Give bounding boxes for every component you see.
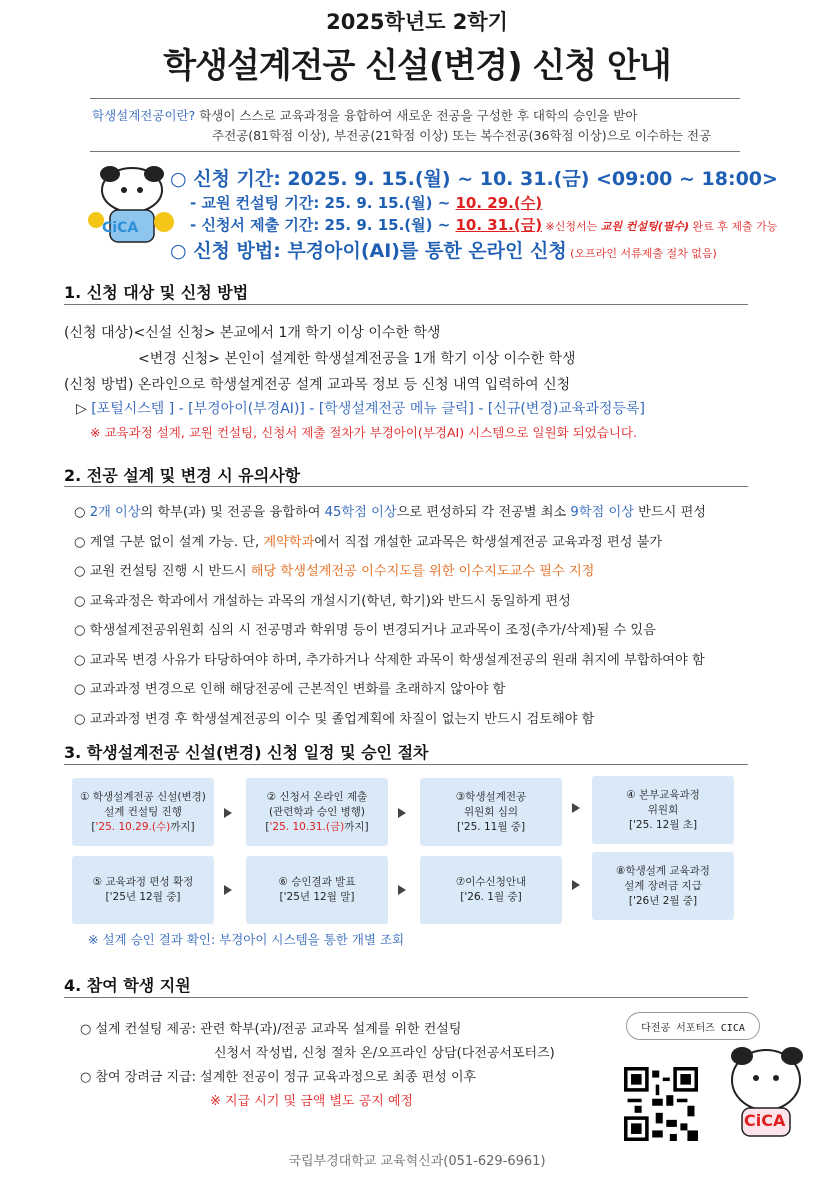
page-subtitle: 2025학년도 2학기 [326,10,508,34]
support-consulting: ○ 설계 컨설팅 제공: 관련 학부(과)/전공 교과목 설계를 위한 컨설팅 [80,1022,462,1037]
mascot-text: CiCA [102,220,139,236]
section1-body [64,322,784,444]
definition-line1: 학생이 스스로 교육과정을 융합하여 새로운 전공을 구성한 후 대학의 승인을 받아 [195,108,638,123]
mascot-text: CiCA [744,1111,786,1130]
consult-period: - 교원 컨설팅 기간: 25. 9. 15.(월) ~ 10. 29.(수) [190,194,543,212]
period-main: ○ 신청 기간: 2025. 9. 15.(월) ~ 10. 31.(금) <09:00 ~ 18:00> [170,168,778,190]
arrow-right-icon [224,885,232,895]
step-4: ④ 본부교육과정 위원회 ['25. 12월 초] [592,776,734,844]
divider [90,98,740,99]
list-item: ○ 교과과정 변경 후 학생설계전공의 이수 및 졸업계획에 차질이 없는지 반드시 검토해야 함 [74,711,595,727]
list-item: ○ 교육과정은 학과에서 개설하는 과목의 개설시기(학년, 학기)와 반드시 동일하게 편성 [74,593,571,609]
divider [64,997,748,998]
list-item: ○ 계열 구분 없이 설계 가능. 단, 계약학과에서 직접 개설한 교과목은 학생설계전공 교육과정 편성 불가 [74,534,663,550]
step-6: ⑥ 승인결과 발표 ['25년 12월 말] [246,856,388,924]
definition-label: 학생설계전공이란? [92,108,196,123]
section2-list [74,498,794,734]
step-1: ① 학생설계전공 신설(변경) 설계 컨설팅 진행 ['25. 10.29.(수)까지] [72,778,214,846]
divider [64,304,748,305]
list-item: ○ 2개 이상의 학부(과) 및 전공을 융합하여 45학점 이상으로 편성하되 각 전공별 최소 9학점 이상 반드시 편성 [74,505,707,520]
section1-note: ※ 교육과정 설계, 교원 컨설팅, 신청서 제출 절차가 부경아이(부경AI) 시스템으로 일원화 되었습니다. [90,425,637,440]
section1-title: 1. 신청 대상 및 신청 방법 [64,283,249,302]
section2-title: 2. 전공 설계 및 변경 시 유의사항 [64,466,301,485]
page-title: 학생설계전공 신설(변경) 신청 안내 [163,46,671,86]
definition-line2: 주전공(81학점 이상), 부전공(21학점 이상) 또는 복수전공(36학점 이상)으로 이수하는 전공 [212,128,712,143]
system-path: ▷ [포털시스템 ] - [부경아이(부경AI)] - [학생설계전공 메뉴 클릭] - [신규(변경)교육과정등록] [76,401,645,417]
arrow-right-icon [398,885,406,895]
supporters-bubble: 다전공 서포터즈 CICA [626,1012,760,1040]
target-change: <변경 신청> 본인이 설계한 학생설계전공을 1개 학기 이상 이수한 학생 [138,351,576,367]
application-method: ○ 신청 방법: 부경아이(AI)를 통한 온라인 신청 (오프라인 서류제출 절차 없음) [170,240,717,262]
section4-title: 4. 참여 학생 지원 [64,976,191,995]
method-line: (신청 방법) 온라인으로 학생설계전공 설계 교과목 정보 등 신청 내역 입력하여 신청 [64,377,571,393]
list-item: ○ 교원 컨설팅 진행 시 반드시 해당 학생설계전공 이수지도를 위한 이수지도교수 필수 지정 [74,564,595,579]
support-grant: ○ 참여 장려금 지급: 설계한 전공이 정규 교육과정으로 최종 편성 이후 [80,1070,477,1085]
support-grant-note: ※ 지급 시기 및 금액 별도 공지 예정 [210,1094,414,1109]
submit-period: - 신청서 제출 기간: 25. 9. 15.(월) ~ 10. 31.(금) ※신청서는 교원 컨설팅(필수) 완료 후 제출 가능 [190,216,778,234]
target-new: (신청 대상)<신설 신청> 본교에서 1개 학기 이상 이수한 학생 [64,325,441,341]
section3-title: 3. 학생설계전공 신설(변경) 신청 일정 및 승인 절차 [64,743,429,762]
arrow-right-icon [398,808,406,818]
cica-mascot-icon [720,1030,810,1140]
list-item: ○ 교과과정 변경으로 인해 해당전공에 근본적인 변화를 초래하지 않아야 함 [74,682,506,697]
arrow-right-icon [224,808,232,818]
footer: 국립부경대학교 교육혁신과(051-629-6961) [288,1154,546,1169]
definition-box [92,106,711,146]
list-item: ○ 학생설계전공위원회 심의 시 전공명과 학위명 등이 변경되거나 교과목이 조정(추가/삭제)될 수 있음 [74,623,656,638]
arrow-right-icon [572,803,580,813]
section4-body [80,1018,555,1114]
step-8: ⑧학생설계 교육과정 설계 장려금 지급 ['26년 2월 중] [592,852,734,920]
list-item: ○ 교과목 변경 사유가 타당하여야 하며, 추가하거나 삭제한 과목이 학생설계전공의 원래 취지에 부합하여야 함 [74,652,705,668]
divider [64,764,748,765]
arrow-right-icon [572,880,580,890]
qr-code-icon[interactable] [624,1067,698,1141]
step-5: ⑤ 교육과정 편성 확정 ['25년 12월 중] [72,856,214,924]
cica-mascot-icon [82,160,178,256]
support-consulting-detail: 신청서 작성법, 신청 절차 온/오프라인 상담(다전공서포터즈) [214,1046,555,1061]
section3-note: ※ 설계 승인 결과 확인: 부경아이 시스템을 통한 개별 조회 [88,932,405,947]
step-7: ⑦이수신청안내 ['26. 1월 중] [420,856,562,924]
step-2: ② 신청서 온라인 제출 (관련학과 승인 병행) ['25. 10.31.(금)까지] [246,778,388,846]
divider [64,486,748,487]
application-period [170,166,778,267]
step-3: ③학생설계전공 위원회 심의 ['25. 11월 중] [420,778,562,846]
divider [90,151,740,152]
